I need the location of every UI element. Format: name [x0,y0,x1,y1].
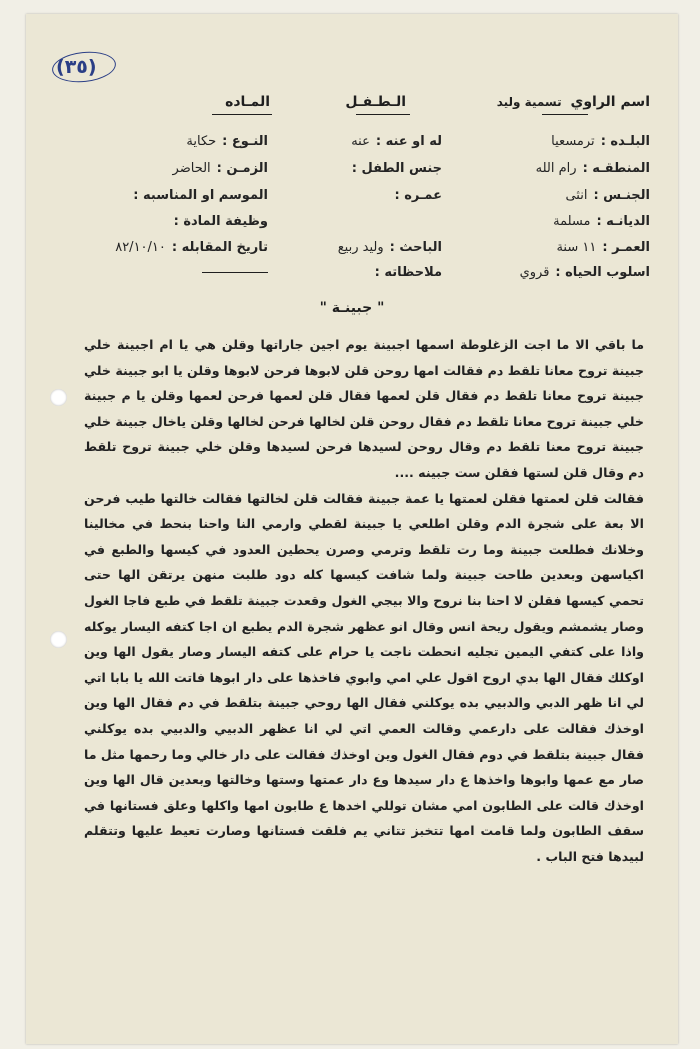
narrator-header-label: اسم الراوي [570,94,650,110]
field-label: البلـده : [600,134,650,149]
field-religion [553,214,650,229]
field-value: وليد ربيع [337,240,384,255]
punch-hole [50,631,67,648]
field-value: ١١ سنة [556,240,597,255]
field-label: له او عنه : [375,134,442,149]
field-child-age [388,188,442,203]
field-value: ٨٢/١٠/١٠ [115,240,166,255]
field-label: اسلوب الحياه : [555,265,650,280]
field-label: جنس الطفل : [351,161,442,176]
field-label: الباحث : [389,240,442,255]
narrator-header [497,94,650,110]
field-tense [173,161,268,176]
date-underline [202,272,268,273]
field-value: الحاضر [172,161,211,176]
page-number: (٣٥) [56,56,97,78]
field-value: رام الله [535,161,577,176]
story-title: " جبينـة " [319,300,385,316]
field-season [127,188,268,203]
child-header: الـطـفـل [345,94,406,110]
field-label: عمـره : [394,188,442,203]
story-paragraph: فقالت قلن لعمتها فقلن لعمتها يا عمة جبينة فقالت قلن لخالتها فقالت خالتها طيب فرحن الا بعة على شجرة الدم وقلن اطلعي يا جبينة لقطي وارمي النا واحنا بنحط في مخالينا وخلانك فطلعت جبينة وما رت تلقط وترمي وصرن يحطين العدود في كيسها والطبع في اكياسهن وبعدين طاحت جبينة ولما شافت كيسها كله دود طلبت منهن يرتقن الها حتى تحمي كيسها فقلن لا احنا بنا نروح والا بيجي الغول وقعدت جبينة تلقط في طبع فاجا الغول وصار يشمشم ويقول ريحة انس وقال انو عظهر شجرة الدم يطبع ان اجا كتفه اليسار يوكله واذا على كتفي اليمين تجليه انحطت ناجت يا حرام على كتفه اليسار وصار يقول الها وين اوكلك فقال الها بدي اروح اقول علي امي وابوي فاخذها على دار ابوها فاتت الله يا بابا اتي لي انا ظهر الدبي والدبيي بده يوكلني فقال الها روحي جبينة بتلقط في دم فقال الها وين اوخذك فقالت على دارعمي وقالت العمي اتي لي انا عظهر الدبيي والدبيي بده يوكلني فقال جبينة بتلقط في دوم فقال الغول وين اوخذك فقالت على دار خالي وما رحمها مثل ما صار مع عمها وابوها واخذها ع دار سيدها وع دار عمتها وستها وخالتها وبعدين قال الها وين اوخذك قالت على الطابون امي مشان توللي اخدها ع طابون امها واكلها وعلق فستانها في سقف الطابون ولما قامت امها تتخبز تتاني يم فلقت فستانها وصارت تعيط عليها وتتقلم لبيدها فتح الباب . [84,490,644,864]
field-sex [565,188,650,203]
punch-hole [50,389,67,406]
document-sheet [26,14,678,1044]
field-value: حكاية [186,134,217,149]
field-heard-from [351,134,442,149]
field-value: ترمسعيا [551,134,595,149]
field-label: المنطقـه : [582,161,650,176]
field-age [556,240,650,255]
underline [542,114,588,115]
field-label: الموسم او المناسبه : [133,188,268,203]
underline [356,114,410,115]
field-value: انثى [565,188,588,203]
story-text [84,332,644,869]
field-label: العمـر : [602,240,650,255]
narrator-name: تسمية وليد [496,95,562,109]
field-label: تاريخ المقابله : [171,240,268,255]
field-interview-date [115,240,268,255]
field-label: النـوع : [222,134,268,149]
field-label: الديانـه : [596,214,650,229]
field-function [168,214,268,229]
field-value: مسلمة [553,214,591,229]
story-paragraph: ما باقي الا ما اجت الزغلوطة اسمها اجبينة يوم اجين جاراتها وقلن هي يا ام اجبينة خلي جبينة تروح معانا تلقط دم فقالت امها روحن قلن لابوها فرحن لابوها وقلن يا ابو جبينة خلي جبينة تروح معانا تلقط دم فقال قلن لعمها فقال قلن لعمها فرحن لعمها وقلن يا م جبينة خلي جبينة تروح معانا تلقط دم فقال روحن قلن لخالها فرحن لخالها وقلن ياخال جبينة خلي جبينة تروح معنا تلقط دم وقال روحن لسيدها فرحن لسيدها وقلن خلي جبينة تروح تلقط دم وقال قلن لستها فقلن ست جبينه .... [84,337,644,480]
field-lifestyle [520,265,650,280]
field-researcher [338,240,442,255]
field-genre [186,134,268,149]
field-notes [369,265,442,280]
field-country [551,134,650,149]
underline [212,114,272,115]
field-child-sex [346,161,442,176]
field-label: الجنـس : [593,188,650,203]
field-value: قروي [519,265,550,280]
field-region [536,161,650,176]
field-label: ملاحظاته : [374,265,442,280]
field-label: وظيفة المادة : [173,214,268,229]
field-value: عنه [351,134,370,149]
field-label: الزمـن : [216,161,268,176]
material-header: المـاده [225,94,270,110]
